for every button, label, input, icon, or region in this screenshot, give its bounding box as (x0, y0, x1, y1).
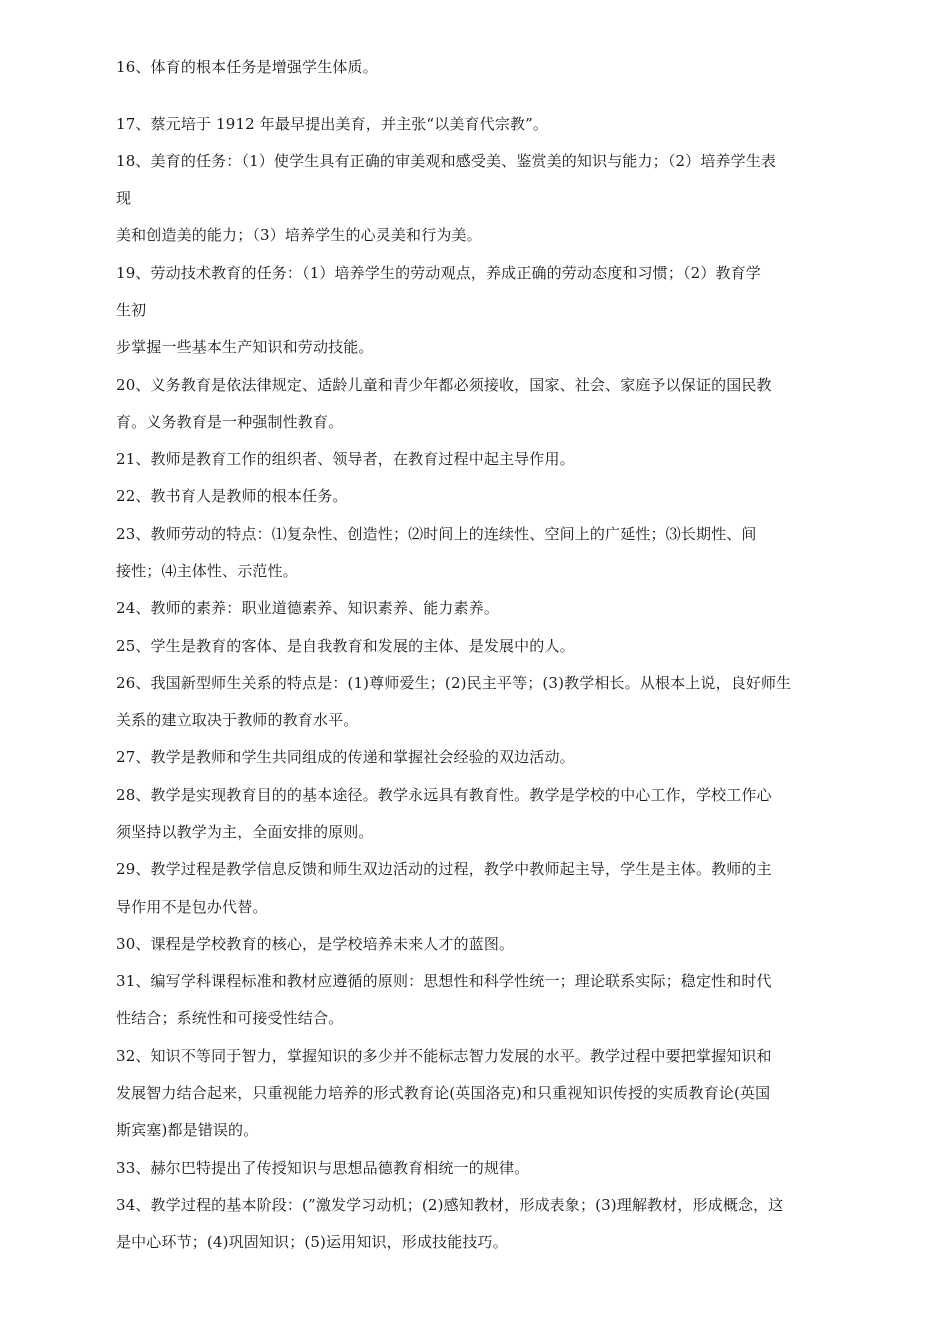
text-line: 22、教书育人是教师的根本任务。 (116, 487, 348, 505)
text-line: 是中心环节；(4)巩固知识；(5)运用知识，形成技能技巧。 (116, 1233, 508, 1251)
text-line: 步掌握一些基本生产知识和劳动技能。 (116, 338, 374, 356)
text-line: 现 (116, 189, 132, 207)
text-line: 须坚持以教学为主，全面安排的原则。 (116, 823, 374, 841)
text-line: 30、课程是学校教育的核心，是学校培养未来人才的蓝图。 (116, 935, 515, 953)
text-line: 16、体育的根本任务是增强学生体质。 (116, 58, 378, 76)
text-line: 发展智力结合起来，只重视能力培养的形式教育论(英国洛克)和只重视知识传授的实质教育论(英国 (116, 1084, 771, 1102)
text-line: 接性；⑷主体性、示范性。 (116, 562, 298, 580)
text-line: 20、义务教育是依法律规定、适龄儿童和青少年都必须接收，国家、社会、家庭予以保证的国民教 (116, 376, 772, 394)
text-line: 28、教学是实现教育目的的基本途径。教学永远具有教育性。教学是学校的中心工作，学校工作心 (116, 786, 772, 804)
text-line: 21、教师是教育工作的组织者、领导者，在教育过程中起主导作用。 (116, 450, 575, 468)
text-line: 23、教师劳动的特点：⑴复杂性、创造性；⑵时间上的连续性、空间上的广延性；⑶长期性、间 (116, 525, 757, 543)
text-line: 美和创造美的能力；（3）培养学生的心灵美和行为美。 (116, 226, 482, 244)
text-line: 育。义务教育是一种强制性教育。 (116, 413, 344, 431)
text-line: 生初 (116, 301, 147, 319)
text-line: 25、学生是教育的客体、是自我教育和发展的主体、是发展中的人。 (116, 637, 575, 655)
text-line: 31、编写学科课程标准和教材应遵循的原则：思想性和科学性统一；理论联系实际；稳定性和时代 (116, 972, 772, 990)
text-line: 24、教师的素养：职业道德素养、知识素养、能力素养。 (116, 599, 499, 617)
text-line: 32、知识不等同于智力，掌握知识的多少并不能标志智力发展的水平。教学过程中要把掌握知识和 (116, 1047, 772, 1065)
text-line: 17、蔡元培于 1912 年最早提出美育，并主张“以美育代宗教”。 (116, 115, 549, 133)
text-line: 19、劳动技术教育的任务：（1）培养学生的劳动观点，养成正确的劳动态度和习惯；（2）教育学 (116, 264, 761, 282)
text-line: 斯宾塞)都是错误的。 (116, 1121, 259, 1139)
text-line: 27、教学是教师和学生共同组成的传递和掌握社会经验的双边活动。 (116, 748, 575, 766)
text-line: 18、美育的任务：（1）使学生具有正确的审美观和感受美、鉴赏美的知识与能力；（2）培养学生表 (116, 152, 777, 170)
text-line: 29、教学过程是教学信息反馈和师生双边活动的过程，教学中教师起主导，学生是主体。教师的主 (116, 860, 772, 878)
text-line: 性结合；系统性和可接受性结合。 (116, 1009, 344, 1027)
text-line: 导作用不是包办代替。 (116, 898, 268, 916)
text-line: 关系的建立取决于教师的教育水平。 (116, 711, 359, 729)
text-line: 26、我国新型师生关系的特点是：(1)尊师爱生；(2)民主平等；(3)教学相长。从根本上说，良好师生 (116, 674, 792, 692)
text-line: 34、教学过程的基本阶段：(”激发学习动机；(2)感知教材，形成表象；(3)理解教材，形成概念，这 (116, 1196, 784, 1214)
text-line: 33、赫尔巴特提出了传授知识与思想品德教育相统一的规律。 (116, 1159, 530, 1177)
